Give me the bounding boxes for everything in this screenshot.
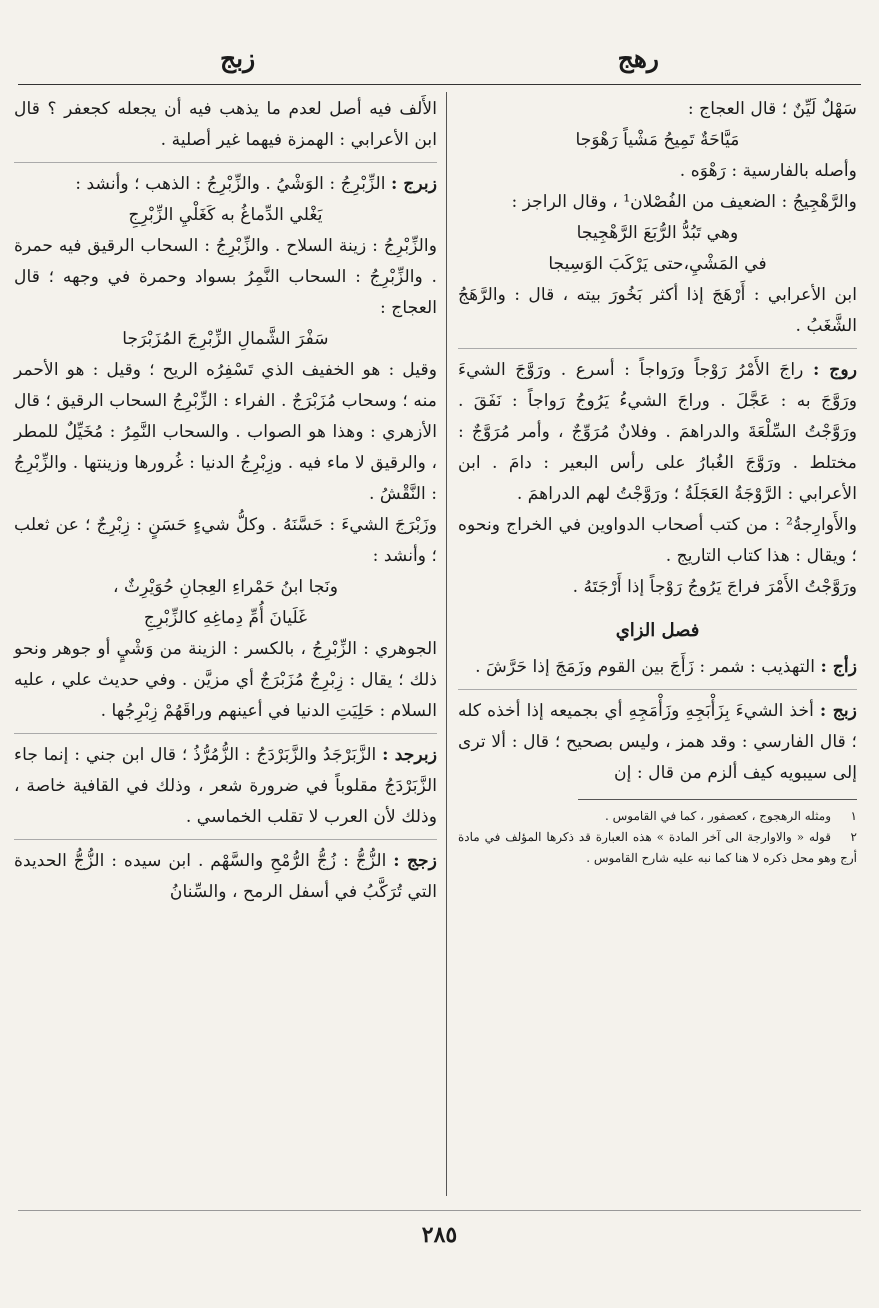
entry-text: الزَّبَرْجَدُ والزَّبَرْدَجُ : الزُّمُرُّذُ ؛ قال ابن جني : إنما جاء الزَّبَرْدَجُ مقلوباً في ضرورة شعر ، وذلك في القافية خاصة ، وذلك لأن العرب لا تقلب الخماسي . bbox=[14, 745, 437, 827]
footnote bbox=[458, 806, 857, 827]
footnote bbox=[458, 827, 857, 869]
headword: زأج : bbox=[820, 657, 857, 677]
paragraph: وقيل : هو الخفيف الذي تَسْفِرُه الريح ؛ وقيل : هو الأحمر منه ؛ وسحاب مُزَبْرَجٌ . الفراء : الزِّبْرِجُ السحاب الرقيق ؛ قال الأزهري : وهذا هو الصواب . والسحاب النَّمِرُ : مُخَيِّلٌ للمطر ، والرقيق لا ماء فيه . وزِبْرِجُ الدنيا : غُرورها وزينتها . والزِّبْرِجُ : النَّقْشُ . bbox=[14, 360, 437, 504]
headword: زبرجد : bbox=[382, 745, 438, 765]
entry-text: أخذ الشيءَ بِزَأْبَجِهِ وزَأْمَجِهِ أي بجميعه إذا أخذه كله ؛ قال الفارسي : وقد همز ، وليس بصحيح ؛ قال : ألا ترى إلى سيبويه كيف ألزم من قال : إن bbox=[458, 701, 857, 783]
entry-text: التهذيب : شمر : زَأَجَ بين القوم وزَمَجَ إذا حَرَّشَ . bbox=[475, 657, 816, 677]
entry-text: راجَ الأَمْرُ رَوْجاً ورَواجاً : أسرع . ورَوَّجَ الشيءَ ورَوَّجَ به : عَجَّلَ . وراجَ الشيءُ يَرُوجُ رَواجاً : نَفَقَ . ورَوَّجْتُ السِّلْعَةَ والدراهمَ . وفلانٌ مُرَوِّجٌ ، وأمر مُرَوَّجٌ : مختلط . ورَوَّجَ الغُبارُ على رأس البعير : دامَ . ابن الأعرابي : الرَّوْجَةُ العَجَلَةُ ؛ ورَوَّجْتُ لهم الدراهمَ . bbox=[458, 360, 857, 504]
entry-zajj bbox=[14, 846, 437, 908]
paragraph: سَهْلٌ لَيِّنٌ ؛ قال العجاج : bbox=[687, 99, 857, 119]
entry-separator bbox=[14, 839, 437, 840]
entry-separator bbox=[14, 162, 437, 163]
right-column bbox=[458, 94, 857, 869]
headword: روج : bbox=[812, 360, 858, 380]
footnote-number: ١ bbox=[850, 809, 857, 823]
entry-zibrij bbox=[14, 169, 437, 200]
right-running-head: رهج bbox=[617, 44, 659, 73]
left-running-head: زبج bbox=[220, 44, 256, 73]
page-header bbox=[50, 34, 829, 84]
verse-line: يَغْلي الدِّماغُ به كَغَلْيِ الزِّبْرِجِ bbox=[128, 205, 323, 225]
verse-line: مَيَّاحَةٌ تَمِيحُ مَشْياً رَهْوَجا bbox=[575, 130, 740, 150]
paragraph: والرَّهْجِيجُ : الضعيف من الفُصْلان¹ ، وقال الراجز : bbox=[511, 192, 857, 212]
headword: زبج : bbox=[819, 701, 857, 721]
verse-line: ونَجا ابنُ حَمْراءِ العِجانِ حُوَيْرِثٌ ، bbox=[112, 577, 339, 597]
entry-rawj bbox=[458, 355, 857, 510]
entry-text: الزُّجُّ : زُجُّ الرُّمْحِ والسَّهْم . ابن سيده : الزُّجُّ الحديدة التي تُرَكَّبُ في أسفل الرمح ، والسِّنانُ bbox=[14, 851, 437, 902]
headword: زبرج : bbox=[391, 174, 437, 194]
header-rule bbox=[18, 84, 861, 85]
entry-separator bbox=[458, 348, 857, 349]
entry-zaaj bbox=[458, 652, 857, 683]
left-column bbox=[14, 94, 437, 908]
verse-line: غَلَيانَ أُمِّ دِماغِهِ كالزِّبْرِجِ bbox=[143, 608, 308, 628]
page-number: ٢٨٥ bbox=[421, 1222, 458, 1248]
entry-zabarjad bbox=[14, 740, 437, 833]
column-divider bbox=[446, 92, 447, 1196]
verse-line: وهي تَبُدُّ الرُّبَعَ الرَّهْجِيجا bbox=[576, 223, 739, 243]
section-title: فصل الزاي bbox=[615, 620, 700, 641]
footnote-text: قوله « والاوارجة الى آخر المادة » هذه العبارة قد ذكرها المؤلف في مادة أرج وهو محل ذكره لا هنا كما نبه عليه شارح القاموس . bbox=[458, 830, 857, 865]
entry-separator bbox=[14, 733, 437, 734]
entry-separator bbox=[458, 689, 857, 690]
paragraph: وزَبْرَجَ الشيءَ : حَسَّنَهُ . وكلُّ شيءٍ حَسَنٍ : زِبْرِجٌ ؛ عن ثعلب ؛ وأنشد : bbox=[14, 515, 437, 566]
footnote-rule bbox=[578, 799, 857, 800]
paragraph: وأصله بالفارسية : رَهْوَه . bbox=[679, 161, 857, 181]
footnote-text: ومثله الرهجوج ، كعصفور ، كما في القاموس . bbox=[605, 809, 831, 823]
entry-zabaj bbox=[458, 696, 857, 789]
paragraph: ورَوَّجْتُ الأَمْرَ فراجَ يَرُوجُ رَوْجاً إذا أَرْجَتَهُ . bbox=[572, 577, 857, 597]
verse-line: في المَشْيِ،حتى يَرْكَبَ الوَسِيجا bbox=[548, 254, 767, 274]
paragraph: والزِّبْرِجُ : زينة السلاح . والزِّبْرِجُ : السحاب الرقيق فيه حمرة . والزِّبْرِجُ : السحاب النَّمِرُ بسواد وحمرة في وجهه ؛ قال العجاج : bbox=[14, 236, 437, 318]
entry-text: الزِّبْرِجُ : الوَشْيُ . والزِّبْرِجُ : الذهب ؛ وأنشد : bbox=[75, 174, 386, 194]
verse-line: سَفْرَ الشَّمالِ الزِّبْرِجَ المُزَبْرَجا bbox=[122, 329, 329, 349]
paragraph: ابن الأعرابي : أَرْهَجَ إذا أكثر بَخُورَ بيته ، قال : والرَّهَجُ الشَّغَبُ . bbox=[458, 285, 857, 336]
paragraph: والأَوارِجةُ² : من كتب أصحاب الدواوين في الخراج ونحوه ؛ ويقال : هذا كتاب التاريج . bbox=[458, 515, 857, 566]
footer-rule bbox=[18, 1210, 861, 1211]
paragraph: الجوهري : الزِّبْرِجُ ، بالكسر : الزينة من وَشْيٍ أو جوهر ونحو ذلك ؛ يقال : زِبْرِجٌ مُزَبْرَجٌ أي مزيَّن . وفي حديث علي ، عليه السلام : حَلِيَتِ الدنيا في أعينهم وراقَهُمْ زِبْرِجُها . bbox=[14, 639, 437, 721]
headword: زجج : bbox=[393, 851, 437, 871]
paragraph: الأَلف فيه أصل لعدم ما يذهب فيه أن يجعله كجعفر ؟ قال ابن الأعرابي : الهمزة فيهما غير أصلية . bbox=[14, 99, 437, 150]
footnote-number: ٢ bbox=[850, 830, 857, 844]
